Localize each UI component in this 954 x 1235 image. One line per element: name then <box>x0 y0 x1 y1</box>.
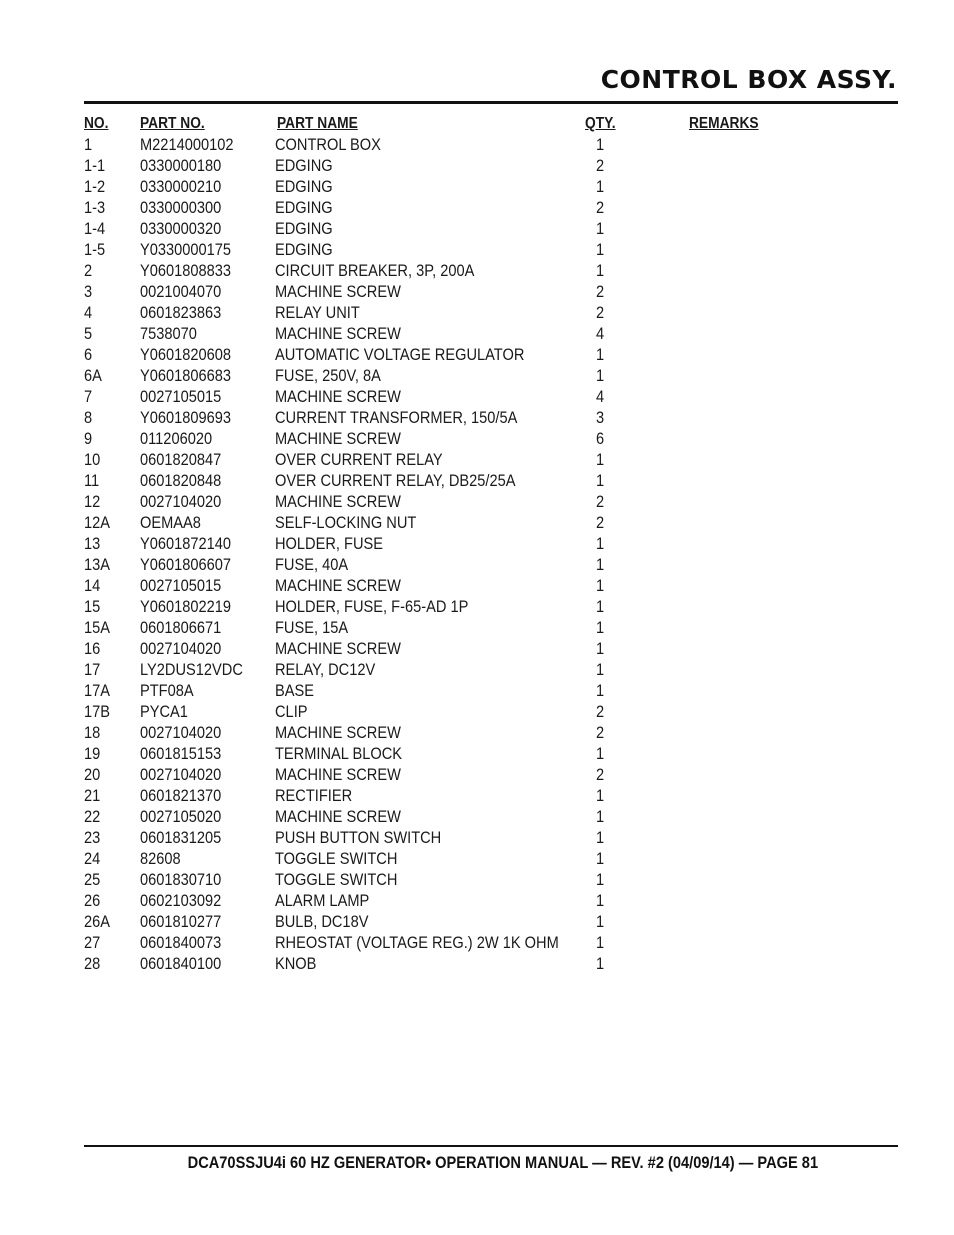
row-qty: 1 <box>596 660 605 679</box>
row-qty: 1 <box>596 618 605 637</box>
row-part-name: SELF-LOCKING NUT <box>275 513 417 532</box>
row-qty: 2 <box>596 765 605 784</box>
row-part-no: PYCA1 <box>140 702 188 721</box>
header-no: NO. <box>84 115 109 132</box>
table-row <box>84 344 784 365</box>
row-part-name: MACHINE SCREW <box>275 282 401 301</box>
row-no: 21 <box>84 786 101 805</box>
row-part-name: MACHINE SCREW <box>275 429 401 448</box>
row-no: 17B <box>84 702 111 721</box>
row-qty: 3 <box>596 408 605 427</box>
row-no: 12 <box>84 492 101 511</box>
row-part-no: Y0601872140 <box>140 534 232 553</box>
table-row <box>84 554 784 575</box>
row-part-no: OEMAA8 <box>140 513 201 532</box>
row-qty: 2 <box>596 282 605 301</box>
row-part-no: Y0330000175 <box>140 240 232 259</box>
row-no: 1-3 <box>84 198 106 217</box>
table-header-row <box>84 114 784 134</box>
row-qty: 1 <box>596 534 605 553</box>
row-part-name: FUSE, 250V, 8A <box>275 366 381 385</box>
row-part-name: RHEOSTAT (VOLTAGE REG.) 2W 1K OHM <box>275 933 559 952</box>
row-no: 28 <box>84 954 101 973</box>
footer-rule <box>84 1145 898 1147</box>
table-row <box>84 575 784 596</box>
table-row <box>84 365 784 386</box>
row-part-no: 0330000300 <box>140 198 222 217</box>
table-row <box>84 638 784 659</box>
row-no: 2 <box>84 261 93 280</box>
row-part-no: 0027105015 <box>140 387 222 406</box>
row-qty: 2 <box>596 702 605 721</box>
row-part-name: TOGGLE SWITCH <box>275 870 398 889</box>
row-part-name: MACHINE SCREW <box>275 723 401 742</box>
table-row <box>84 491 784 512</box>
row-part-no: 0601810277 <box>140 912 222 931</box>
row-qty: 1 <box>596 471 605 490</box>
row-no: 6A <box>84 366 102 385</box>
table-row <box>84 764 784 785</box>
row-part-no: 0330000180 <box>140 156 222 175</box>
row-part-no: 0602103092 <box>140 891 222 910</box>
row-no: 3 <box>84 282 93 301</box>
table-row <box>84 785 784 806</box>
header-part-name: PART NAME <box>277 115 358 132</box>
parts-table <box>84 114 784 974</box>
row-no: 1-2 <box>84 177 106 196</box>
row-part-name: MACHINE SCREW <box>275 807 401 826</box>
row-no: 15A <box>84 618 111 637</box>
row-part-name: OVER CURRENT RELAY, DB25/25A <box>275 471 516 490</box>
row-part-name: FUSE, 40A <box>275 555 349 574</box>
row-part-no: 0330000210 <box>140 177 222 196</box>
table-row <box>84 302 784 323</box>
row-no: 16 <box>84 639 101 658</box>
row-qty: 1 <box>596 576 605 595</box>
row-part-no: 0601820848 <box>140 471 222 490</box>
row-no: 11 <box>84 471 100 490</box>
row-part-name: EDGING <box>275 240 333 259</box>
page-footer: DCA70SSJU4i 60 HZ GENERATOR• OPERATION MANUAL — REV. #2 (04/09/14) — PAGE 81 <box>187 1153 818 1172</box>
row-no: 25 <box>84 870 101 889</box>
row-part-name: EDGING <box>275 177 333 196</box>
row-no: 5 <box>84 324 93 343</box>
table-row <box>84 134 784 155</box>
row-no: 23 <box>84 828 101 847</box>
row-part-name: BASE <box>275 681 315 700</box>
row-no: 10 <box>84 450 101 469</box>
table-row <box>84 848 784 869</box>
row-part-name: MACHINE SCREW <box>275 639 401 658</box>
row-part-no: LY2DUS12VDC <box>140 660 243 679</box>
table-row <box>84 323 784 344</box>
table-row <box>84 197 784 218</box>
table-row <box>84 806 784 827</box>
row-part-no: PTF08A <box>140 681 194 700</box>
row-part-no: 0601840100 <box>140 954 222 973</box>
table-row <box>84 659 784 680</box>
row-no: 4 <box>84 303 93 322</box>
row-no: 15 <box>84 597 101 616</box>
row-part-name: FUSE, 15A <box>275 618 349 637</box>
row-qty: 1 <box>596 807 605 826</box>
row-part-name: MACHINE SCREW <box>275 765 401 784</box>
row-qty: 2 <box>596 198 605 217</box>
row-part-no: Y0601806607 <box>140 555 232 574</box>
row-part-name: EDGING <box>275 219 333 238</box>
row-no: 24 <box>84 849 101 868</box>
row-qty: 1 <box>596 786 605 805</box>
row-part-name: TOGGLE SWITCH <box>275 849 398 868</box>
row-no: 1-1 <box>84 156 106 175</box>
table-row <box>84 596 784 617</box>
row-qty: 1 <box>596 912 605 931</box>
row-qty: 1 <box>596 345 605 364</box>
row-part-no: 0601830710 <box>140 870 222 889</box>
row-qty: 1 <box>596 261 605 280</box>
table-row <box>84 827 784 848</box>
table-row <box>84 911 784 932</box>
row-qty: 1 <box>596 555 605 574</box>
row-qty: 1 <box>596 744 605 763</box>
row-part-no: 0330000320 <box>140 219 222 238</box>
row-part-no: Y0601802219 <box>140 597 232 616</box>
row-qty: 1 <box>596 954 605 973</box>
row-no: 1-5 <box>84 240 106 259</box>
row-part-no: 7538070 <box>140 324 197 343</box>
row-no: 6 <box>84 345 93 364</box>
table-row <box>84 953 784 974</box>
row-qty: 1 <box>596 870 605 889</box>
table-row <box>84 218 784 239</box>
row-part-no: Y0601809693 <box>140 408 232 427</box>
table-row <box>84 470 784 491</box>
header-remarks: REMARKS <box>689 115 759 132</box>
row-part-no: 0601821370 <box>140 786 222 805</box>
row-part-no: 0027104020 <box>140 639 222 658</box>
table-row <box>84 176 784 197</box>
row-no: 27 <box>84 933 101 952</box>
row-part-name: PUSH BUTTON SWITCH <box>275 828 442 847</box>
header-qty: QTY. <box>585 115 616 132</box>
row-part-name: ALARM LAMP <box>275 891 370 910</box>
row-part-no: 0601831205 <box>140 828 222 847</box>
table-row <box>84 701 784 722</box>
row-qty: 1 <box>596 177 605 196</box>
row-part-no: 0027105020 <box>140 807 222 826</box>
table-row <box>84 743 784 764</box>
table-row <box>84 617 784 638</box>
row-no: 20 <box>84 765 101 784</box>
row-part-name: AUTOMATIC VOLTAGE REGULATOR <box>275 345 525 364</box>
row-part-name: OVER CURRENT RELAY <box>275 450 443 469</box>
row-part-no: 0601806671 <box>140 618 222 637</box>
table-row <box>84 722 784 743</box>
row-no: 13 <box>84 534 101 553</box>
row-qty: 1 <box>596 891 605 910</box>
row-no: 14 <box>84 576 101 595</box>
row-part-name: MACHINE SCREW <box>275 492 401 511</box>
table-row <box>84 155 784 176</box>
row-no: 1 <box>84 135 93 154</box>
row-part-name: MACHINE SCREW <box>275 387 401 406</box>
table-row <box>84 680 784 701</box>
row-part-name: HOLDER, FUSE <box>275 534 384 553</box>
row-qty: 1 <box>596 366 605 385</box>
row-qty: 1 <box>596 933 605 952</box>
row-qty: 4 <box>596 324 605 343</box>
row-part-name: TERMINAL BLOCK <box>275 744 403 763</box>
row-qty: 4 <box>596 387 605 406</box>
row-part-name: EDGING <box>275 156 333 175</box>
table-row <box>84 281 784 302</box>
row-part-name: MACHINE SCREW <box>275 576 401 595</box>
row-part-name: MACHINE SCREW <box>275 324 401 343</box>
row-no: 8 <box>84 408 93 427</box>
row-qty: 2 <box>596 492 605 511</box>
row-part-name: HOLDER, FUSE, F-65-AD 1P <box>275 597 469 616</box>
row-qty: 6 <box>596 429 605 448</box>
row-no: 17A <box>84 681 111 700</box>
row-part-name: RELAY UNIT <box>275 303 360 322</box>
row-part-no: 0601820847 <box>140 450 222 469</box>
row-part-no: M2214000102 <box>140 135 234 154</box>
row-no: 12A <box>84 513 111 532</box>
row-qty: 1 <box>596 597 605 616</box>
table-row <box>84 449 784 470</box>
row-no: 22 <box>84 807 101 826</box>
row-no: 26A <box>84 912 111 931</box>
table-row <box>84 386 784 407</box>
row-part-no: Y0601806683 <box>140 366 232 385</box>
row-part-name: CONTROL BOX <box>275 135 381 154</box>
row-qty: 2 <box>596 303 605 322</box>
row-no: 9 <box>84 429 93 448</box>
row-part-no: 0601823863 <box>140 303 222 322</box>
row-qty: 1 <box>596 639 605 658</box>
row-part-no: 0027105015 <box>140 576 222 595</box>
row-qty: 1 <box>596 219 605 238</box>
row-qty: 1 <box>596 681 605 700</box>
row-no: 7 <box>84 387 93 406</box>
row-part-name: EDGING <box>275 198 333 217</box>
row-part-no: 0027104020 <box>140 765 222 784</box>
row-part-no: 0021004070 <box>140 282 222 301</box>
header-part-no: PART NO. <box>140 115 205 132</box>
row-part-no: 0601815153 <box>140 744 222 763</box>
row-part-name: BULB, DC18V <box>275 912 369 931</box>
row-part-name: RECTIFIER <box>275 786 353 805</box>
row-no: 18 <box>84 723 101 742</box>
row-no: 19 <box>84 744 101 763</box>
table-row <box>84 512 784 533</box>
row-qty: 1 <box>596 828 605 847</box>
table-row <box>84 869 784 890</box>
table-row <box>84 407 784 428</box>
row-part-no: 0027104020 <box>140 492 222 511</box>
row-qty: 1 <box>596 450 605 469</box>
table-row <box>84 260 784 281</box>
row-part-no: 82608 <box>140 849 181 868</box>
table-row <box>84 239 784 260</box>
row-qty: 1 <box>596 240 605 259</box>
table-row <box>84 932 784 953</box>
title-rule <box>84 101 898 104</box>
row-qty: 1 <box>596 135 605 154</box>
row-part-no: 0027104020 <box>140 723 222 742</box>
row-qty: 1 <box>596 849 605 868</box>
row-no: 26 <box>84 891 101 910</box>
row-part-no: 0601840073 <box>140 933 222 952</box>
table-row <box>84 533 784 554</box>
row-part-name: KNOB <box>275 954 317 973</box>
row-part-name: RELAY, DC12V <box>275 660 376 679</box>
row-qty: 2 <box>596 723 605 742</box>
row-qty: 2 <box>596 513 605 532</box>
table-row <box>84 890 784 911</box>
page-title: CONTROL BOX ASSY. <box>600 65 897 94</box>
table-row <box>84 428 784 449</box>
row-part-no: Y0601820608 <box>140 345 232 364</box>
row-part-no: 011206020 <box>140 429 213 448</box>
row-no: 17 <box>84 660 101 679</box>
row-part-no: Y0601808833 <box>140 261 232 280</box>
row-no: 1-4 <box>84 219 106 238</box>
row-part-name: CIRCUIT BREAKER, 3P, 200A <box>275 261 475 280</box>
row-qty: 2 <box>596 156 605 175</box>
row-no: 13A <box>84 555 111 574</box>
row-part-name: CURRENT TRANSFORMER, 150/5A <box>275 408 518 427</box>
row-part-name: CLIP <box>275 702 308 721</box>
